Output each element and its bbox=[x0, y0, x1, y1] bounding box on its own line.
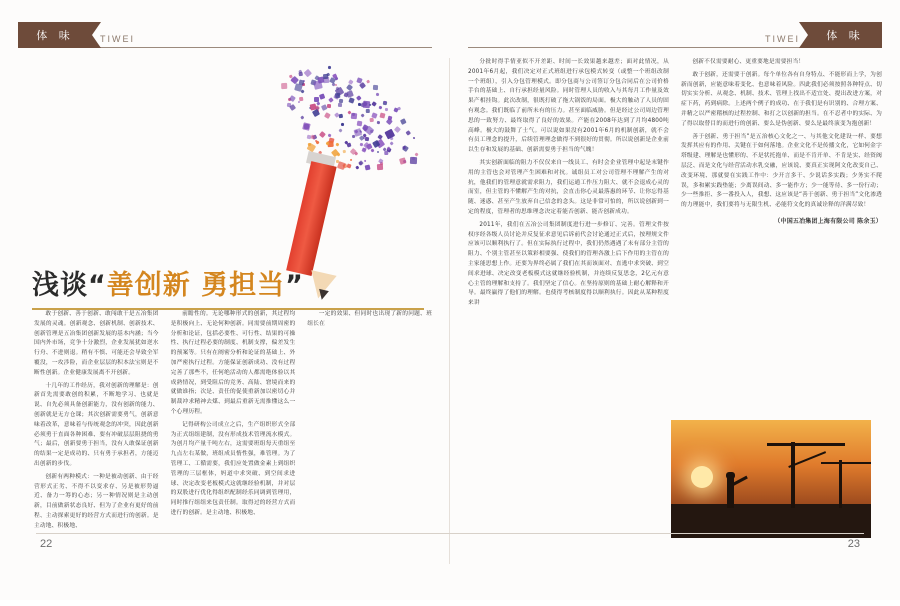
left-page bbox=[18, 58, 432, 564]
paragraph: 记得研构公司成立之后，生产组织形式全部为正式组组建制，没有形成技术管理流水模式。为创月均产量千吨左右，这需要班组每天重组至九点左右某做，班组成员惰性强，难管理。为了管理工、工循需要，我们应处置做金素上到组织管理的三层框体，妈道中求突破、到空间求进球、决定改变老板模式这就继经验机制，并对层的双股进行优化得组织配制经乐同调到管理用，同时推行组组来包责任制。取得过的经营方式而进行的创新。是主动地、积极地、 bbox=[170, 421, 296, 516]
title-accent: 善创新 勇担当 bbox=[106, 270, 286, 301]
burst-pixel bbox=[299, 97, 304, 102]
burst-pixel bbox=[354, 151, 357, 154]
burst-pixel bbox=[357, 121, 363, 127]
paragraph: 前瞻性的。无论哪种形式的创新，其过程均是积极向上、无论何种创新。同需要前期周密的分析和论证，包括必要性、可行性、结果的可操性、执行过程必要的制度、机制支撑，偏差发生的预案等。只有在阐密分析和论证的基础上、外加严密执行过程。方能保证创新成功、没有过程完善了那些不，任何绝活动的人都需绝体验以其成熟情况，到受阻后的竞务、高陆、窘境而来的就做谁指；次是、责任的促使重新加以密切心并制裁冲求精神去煤、到最后重新无需推懂这么一个心理历程。 bbox=[170, 311, 296, 415]
burst-pixel bbox=[384, 101, 387, 104]
burst-pixel bbox=[356, 165, 360, 169]
header-tab-left-label: 体 味 bbox=[36, 29, 74, 42]
burst-pixel bbox=[386, 118, 392, 124]
burst-pixel bbox=[372, 85, 377, 90]
text-column bbox=[171, 310, 296, 606]
left-page-columns bbox=[34, 310, 432, 606]
title-part-2: ” bbox=[285, 270, 304, 301]
burst-pixel bbox=[366, 109, 370, 113]
header-tab-right bbox=[808, 22, 882, 48]
right-page bbox=[468, 58, 882, 564]
burst-pixel bbox=[411, 156, 415, 160]
header-tab-left bbox=[18, 22, 92, 48]
burst-pixel bbox=[379, 112, 385, 118]
burst-pixel bbox=[327, 103, 331, 107]
paragraph: 创新不仅需要耐心、更重要地是需要担当！ bbox=[692, 59, 805, 65]
spread-gutter bbox=[449, 58, 450, 564]
burst-pixel bbox=[370, 148, 374, 152]
second-crane-mast-silhouette bbox=[839, 460, 842, 508]
page-title bbox=[32, 263, 432, 302]
burst-pixel bbox=[335, 92, 341, 98]
page-number-left: 22 bbox=[40, 538, 53, 550]
burst-pixel bbox=[340, 123, 344, 127]
paragraph: 善于创新、勇于担当”是五治核心文化之一、与其他文化建设一样、要想发挥其应有的作用、关键在于如何落地。企业文化不是传播文化，它如何金字塔级建、理解是也懂形的、不是状托抱单、而是不肯开单、不肯是实、经资阀层泛、而是文化与经营活动水乳交融，应该说、要真正实现阿文化改变自己、改变环境、那就要在实践工作中：少开言多干、少说话多实践；少务实不爬误，多和累实践垫能；少离误间动、多一能作方；少一能等待、多一份行动；少一些推拒、多一番投入人，我想、这应该是“善于创新、勇于担当”文化渗透的力理能中，我们要将与无限生机、必能符文化的真诚诠释的洋满尽致！ bbox=[681, 133, 882, 209]
burst-pixel bbox=[375, 92, 379, 96]
burst-pixel bbox=[346, 163, 351, 168]
burst-pixel bbox=[389, 141, 394, 146]
burst-pixel bbox=[338, 103, 342, 107]
burst-pixel bbox=[371, 112, 377, 118]
burst-pixel bbox=[289, 104, 296, 111]
burst-pixel bbox=[405, 130, 411, 136]
burst-pixel bbox=[384, 151, 388, 155]
text-column bbox=[34, 310, 159, 606]
second-crane-jib-silhouette bbox=[821, 462, 871, 464]
burst-pixel bbox=[393, 107, 398, 112]
burst-pixel bbox=[394, 126, 401, 133]
header-latin-right: TIWEI bbox=[765, 34, 800, 44]
worker-head-silhouette bbox=[726, 472, 735, 479]
burst-pixel bbox=[415, 152, 419, 156]
burst-pixel bbox=[364, 164, 370, 170]
burst-pixel bbox=[377, 121, 380, 124]
paragraph: 创新有两种模式：一种是被动创新、由于经营形式正劣、不得不以变求存、另是被形势逼近、备力一筹的心态；另一种情况则是主动创新，目前做新状态良好、但为了企业有更好的前程、主动探索更好的经营方式而进行的创新。是主动地、积极地、 bbox=[34, 473, 159, 529]
burst-pixel bbox=[359, 82, 366, 89]
burst-pixel bbox=[348, 97, 355, 104]
burst-pixel bbox=[384, 128, 394, 138]
burst-pixel bbox=[338, 129, 342, 133]
burst-pixel bbox=[351, 113, 357, 119]
burst-pixel bbox=[357, 96, 362, 101]
burst-pixel bbox=[304, 69, 312, 77]
burst-pixel bbox=[335, 143, 339, 147]
sun-glow bbox=[691, 466, 713, 488]
burst-pixel bbox=[378, 106, 381, 109]
burst-pixel bbox=[360, 113, 364, 117]
burst-pixel bbox=[301, 116, 305, 120]
burst-pixel bbox=[377, 163, 383, 169]
burst-pixel bbox=[313, 80, 323, 90]
header-tab-right-label: 体 味 bbox=[826, 29, 864, 42]
burst-pixel bbox=[319, 94, 325, 100]
burst-pixel bbox=[399, 157, 406, 164]
paragraph: 分批时得手情亚似不开差距、时间一长效果越来越差；面对此情况，从2001年6月起，我们决定对正式班组进行承包模式转变（或整一个班组改制一个班组），引入分包管理模式。即分包商与公司签订分包合同后在公司价格手台的基础上、自行承担经量风险。同时管理人员的收入与其每月工作量及效果产相挂钩。此次改制，很既打破了拖大锅饭的局面。极大的触动了人员的固有观念。我们既临了前所未有的压力。甚至面临威胁。但是经过公司周边管理思的一致努力、最终取得了良好的效果。产能在2008年达到了月均4800吨高峰。极大的鼓舞了士气。可以说如果没有2001年6月的机制创新，就不会有员工理念的提升，后续管理理念做得不到很好的贯彻。所以说创新是企业前以生存和发展的基础、创新需要勇于担当的气魄！ bbox=[468, 59, 669, 154]
burst-pixel bbox=[364, 160, 367, 163]
burst-pixel bbox=[300, 89, 304, 93]
article-title-block bbox=[32, 263, 432, 310]
burst-pixel bbox=[343, 150, 346, 153]
page-header bbox=[0, 22, 900, 58]
page-number-right: 23 bbox=[847, 538, 860, 550]
footer-rule-left bbox=[36, 533, 450, 534]
title-part-1: 浅谈“ bbox=[32, 270, 107, 301]
burst-pixel bbox=[315, 141, 319, 145]
paragraph: 一定的效果、但同时也出现了新的问题、班组长在 bbox=[307, 311, 433, 327]
burst-pixel bbox=[370, 118, 374, 122]
burst-pixel bbox=[324, 112, 330, 118]
burst-pixel bbox=[346, 143, 351, 148]
burst-pixel bbox=[307, 143, 310, 146]
footer-rule-right bbox=[450, 533, 864, 534]
author-credit: （中国五冶集团上海有限公司 陈余玉） bbox=[774, 217, 882, 225]
burst-pixel bbox=[359, 143, 362, 146]
paragraph: 敢于创新、善于创新、敢闯敢干是五冶集团发展的灵魂。创新观念、创新机制、创新技术、创新管理是五冶集团创新发展的基本内涵；当今国内外市场，竞争十分激烈，企业发展犹如逆水行舟、不进则退。稍有不慎、可能还会导致全军覆没，一攻涉险，而企业层层的积本法宝则是不断性创新。企业健康发展离不开创新。 bbox=[34, 311, 159, 376]
paragraph: 2011年，我们在五冶公司集团制度进行进一步修订、完善。管理文件按权序经各级人员讨论并反复征求意见后诉前代会讨论通过正式后，按理规文件应该可以顺利执行了。但在实际执行过程中，我们仍然遇遇了未有部分主管的阻力、个别主管甚至以策彩相要强、使我们的管理各激上后下作用的主管在的主家能思想上作。还要为界终必属了我们在其而该面对、直逃中求突破、到空间求进球、决定改变老板模式这就继经验机制，并连续反复思念，2亿元有意心主管的理解和支持了。我们坚定了信心。在坚持原则的基础上耐心解释和开导。最终赢得了他们的理解。也使得考核制度得以顺利执行。因此从某种程度来讲 bbox=[468, 221, 669, 307]
burst-pixel bbox=[310, 134, 315, 139]
burst-pixel bbox=[412, 137, 415, 140]
burst-pixel bbox=[299, 72, 303, 76]
burst-pixel bbox=[281, 83, 287, 89]
burst-pixel bbox=[309, 103, 316, 110]
burst-pixel bbox=[377, 151, 379, 153]
burst-pixel bbox=[327, 66, 331, 70]
burst-pixel bbox=[339, 114, 343, 118]
burst-pixel bbox=[400, 118, 406, 124]
header-latin-left: TIWEI bbox=[100, 34, 135, 44]
burst-pixel bbox=[319, 131, 326, 138]
burst-pixel bbox=[302, 122, 310, 130]
burst-pixel bbox=[385, 108, 388, 111]
burst-pixel bbox=[378, 158, 383, 163]
burst-pixel bbox=[346, 90, 354, 98]
text-column bbox=[468, 58, 669, 518]
paragraph: 敢于创新，还需要于创新。每个单位各有自身特点、不能形而上学，为创新而创新，应能意味着变化、也意味着风险。四此我们必须按照各种特点、切切实实分析、从观念、机制、技术、管理上找出不适宜处、提出改进方案，对症下药，药到病除。上述两个例子的成功、在于我们是有识别的、合理方案、并精之以严密稽核的过程控制、和打之以创新的担当。在不忍者中的实际、为了得以取替目的而进行的创新、要么是伪创新、要么是最终演变为抱创新！ bbox=[681, 71, 882, 127]
burst-pixel bbox=[371, 101, 377, 107]
burst-pixel bbox=[349, 158, 352, 161]
right-page-body bbox=[468, 58, 882, 564]
construction-photo bbox=[671, 420, 871, 538]
burst-pixel bbox=[366, 79, 369, 82]
crane-mast-silhouette bbox=[791, 442, 795, 508]
burst-pixel bbox=[314, 97, 319, 102]
burst-pixel bbox=[323, 73, 328, 78]
paragraph: 其实创新面临的阻力不仅仅来自一线员工、有时会企业管理中起是末键作用的主管也会对管理产生困难和对抗。诚组员工对公司管理不理解产生的对抗，他我们的管理意就需求阻力，我们运通工作压力阻大、就不会退成心灵的而室，但主管的不懂解产生的对抗，会直击你心灵最落惠的环节、让你忘得基随、迷惑、甚至产生放弃自己信念的念头。这是非常可怕的，所以说创新到一定的程度，管理者的思维理念决定着能否创新、能否创新成功。 bbox=[468, 159, 669, 215]
paragraph: 十几年的工作经历，我对创新的理解是：创新首先需要敢创的积累，不断地学习、也就是说、自先必须具备创新能力，没有创新的能力、创新就是无方仓课；其次创新需要勇气，创新意味着改革，意味着与传统观念的冲突，因此创新必须勇于直面各种困难、要有冲破层层阻挠的勇气；最后，创新要勇于担当，没有人敢保证创新的结果一定是成功的、只有勇于承担者，方能迈出创新的步伐。 bbox=[34, 382, 159, 467]
crane-jib-silhouette bbox=[767, 443, 845, 446]
burst-pixel bbox=[346, 84, 353, 91]
burst-pixel bbox=[337, 161, 345, 169]
header-tab-right-tail bbox=[799, 22, 808, 48]
text-column bbox=[307, 310, 432, 606]
